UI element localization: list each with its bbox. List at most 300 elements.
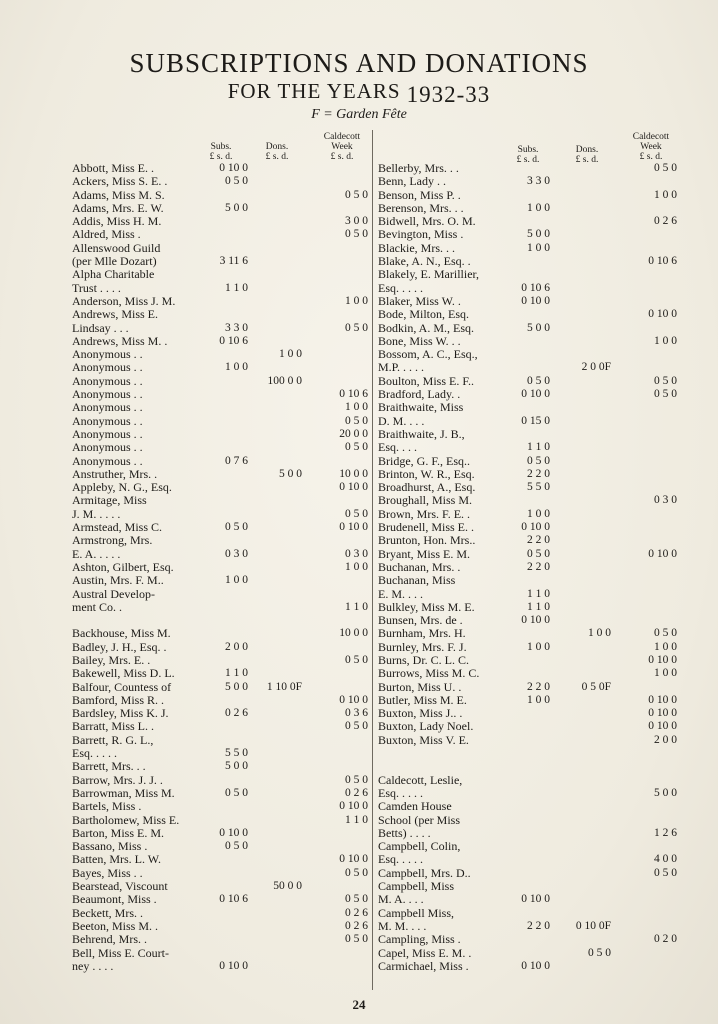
donor-name: Andrews, Miss M. . xyxy=(72,333,168,348)
amount-cald: 0 10 6 xyxy=(648,255,677,268)
donor-row xyxy=(72,189,372,202)
dons-units: £ s. d. xyxy=(575,155,599,165)
donor-row xyxy=(378,295,683,308)
donor-name: Brunton, Hon. Mrs.. xyxy=(378,533,476,548)
amount-dons: 5 0 0 xyxy=(279,467,302,480)
amount-cald: 0 3 0 xyxy=(345,547,368,560)
donor-name: Beaumont, Miss . xyxy=(72,892,157,907)
donor-row xyxy=(72,893,372,906)
donor-row xyxy=(72,521,372,534)
donor-row xyxy=(72,787,372,800)
donor-row xyxy=(72,534,372,547)
amount-cald: 0 2 6 xyxy=(345,919,368,932)
donor-row xyxy=(378,228,683,241)
donor-row xyxy=(72,641,372,654)
amount-cald: 3 0 0 xyxy=(345,215,368,228)
donor-row xyxy=(72,401,372,414)
donor-name: Esq. . . . . xyxy=(378,785,423,800)
donor-name: Bone, Miss W. . . xyxy=(378,333,461,348)
donor-row xyxy=(72,441,372,454)
donor-row xyxy=(378,641,683,654)
donor-name: Bardsley, Miss K. J. xyxy=(72,706,169,721)
amount-dons: 50 0 0 xyxy=(273,880,302,893)
amount-subs: 2 0 0 xyxy=(225,640,248,653)
amount-subs: 1 1 0 xyxy=(225,667,248,680)
donor-name: Bevington, Miss . xyxy=(378,227,464,242)
donor-row xyxy=(378,521,683,534)
donor-name: Campbell, Colin, xyxy=(378,839,461,854)
amount-cald: 1 0 0 xyxy=(654,188,677,201)
amount-cald: 0 5 0 xyxy=(345,507,368,520)
subs-label: Subs. xyxy=(210,142,232,152)
amount-cald: 1 0 0 xyxy=(345,294,368,307)
donor-row xyxy=(378,747,683,760)
donor-name: Anonymous . . xyxy=(72,440,143,455)
amount-subs: 0 5 0 xyxy=(527,374,550,387)
donor-row xyxy=(378,455,683,468)
donor-row xyxy=(72,388,372,401)
donor-name: Barrow, Mrs. J. J. . xyxy=(72,772,163,787)
donor-name: Berenson, Mrs. . . xyxy=(378,200,464,215)
page-title: SUBSCRIPTIONS AND DONATIONS xyxy=(129,48,589,78)
donor-row xyxy=(378,508,683,521)
donor-row xyxy=(378,441,683,454)
donor-row xyxy=(72,947,372,960)
donor-row xyxy=(72,295,372,308)
amount-subs: 2 2 0 xyxy=(527,467,550,480)
amount-cald: 0 10 0 xyxy=(648,308,677,321)
donor-name: Bearstead, Viscount xyxy=(72,879,168,894)
donor-name: Burnham, Mrs. H. xyxy=(378,626,466,641)
amount-dons: 2 0 0F xyxy=(581,361,611,374)
donor-name: Bulkley, Miss M. E. xyxy=(378,599,475,614)
amount-cald: 0 5 0 xyxy=(654,627,677,640)
donor-name: Armitage, Miss xyxy=(72,493,147,508)
donor-row xyxy=(378,561,683,574)
amount-cald: 0 5 0 xyxy=(345,414,368,427)
amount-subs: 0 10 6 xyxy=(219,893,248,906)
amount-cald: 0 2 6 xyxy=(345,906,368,919)
donor-row xyxy=(72,308,372,321)
donor-row xyxy=(72,920,372,933)
donor-row xyxy=(72,654,372,667)
donor-row xyxy=(378,588,683,601)
donor-row xyxy=(72,667,372,680)
donor-row xyxy=(72,455,372,468)
donor-name: Anderson, Miss J. M. xyxy=(72,293,176,308)
amount-cald: 1 0 0 xyxy=(345,560,368,573)
amount-subs: 0 10 0 xyxy=(219,959,248,972)
donor-row xyxy=(378,215,683,228)
caldecott-units: £ s. d. xyxy=(330,152,354,162)
donor-name: Carmichael, Miss . xyxy=(378,958,469,973)
amount-subs: 0 2 6 xyxy=(225,707,248,720)
amount-cald: 0 5 0 xyxy=(345,720,368,733)
amount-subs: 2 2 0 xyxy=(527,919,550,932)
amount-cald: 0 10 0 xyxy=(339,800,368,813)
amount-subs: 0 10 0 xyxy=(521,294,550,307)
donor-row xyxy=(72,588,372,601)
donor-row xyxy=(72,361,372,374)
donor-row xyxy=(378,707,683,720)
donor-row xyxy=(72,162,372,175)
amount-dons: 0 5 0 xyxy=(588,946,611,959)
amount-cald: 0 2 0 xyxy=(654,933,677,946)
donor-name: Anonymous . . xyxy=(72,453,143,468)
donor-row xyxy=(378,548,683,561)
donor-row xyxy=(72,282,372,295)
amount-subs: 0 10 0 xyxy=(219,826,248,839)
donor-name: Boulton, Miss E. F.. xyxy=(378,373,475,388)
donor-name: Anstruther, Mrs. . xyxy=(72,466,158,481)
donor-name: Capel, Miss E. M. . xyxy=(378,945,472,960)
donor-name: Behrend, Mrs. . xyxy=(72,932,147,947)
amount-cald: 0 10 6 xyxy=(339,388,368,401)
donor-row xyxy=(378,933,683,946)
donor-name: Beckett, Mrs. . xyxy=(72,905,143,920)
amount-cald: 0 3 6 xyxy=(345,707,368,720)
donor-name: Blake, A. N., Esq. . xyxy=(378,254,471,269)
amount-subs: 1 0 0 xyxy=(225,574,248,587)
amount-cald: 10 0 0 xyxy=(339,627,368,640)
amount-subs: 0 7 6 xyxy=(225,454,248,467)
amount-cald: 0 5 0 xyxy=(345,188,368,201)
donor-row xyxy=(378,960,683,973)
donor-name: Aldred, Miss . xyxy=(72,227,141,242)
page-number: 24 xyxy=(352,997,366,1012)
donor-name: Bellerby, Mrs. . . xyxy=(378,161,459,175)
donor-row xyxy=(378,614,683,627)
amount-dons: 0 10 0F xyxy=(575,919,611,932)
amount-subs: 5 0 0 xyxy=(225,760,248,773)
donor-name: Bryant, Miss E. M. xyxy=(378,546,471,561)
donor-name: Blaker, Miss W. . xyxy=(378,293,461,308)
donor-row xyxy=(72,574,372,587)
donor-name: Campling, Miss . xyxy=(378,932,461,947)
donor-name: Addis, Miss H. M. xyxy=(72,214,162,229)
donor-name: Austral Develop- xyxy=(72,586,155,601)
amount-subs: 1 0 0 xyxy=(527,507,550,520)
donor-name: D. M. . . . xyxy=(378,413,425,428)
donor-name: M. M. . . . xyxy=(378,918,427,933)
donor-row xyxy=(378,375,683,388)
donor-name: Ackers, Miss S. E. . xyxy=(72,174,168,189)
donor-row xyxy=(72,774,372,787)
donor-name: Adams, Mrs. E. W. xyxy=(72,200,164,215)
amount-dons: 0 5 0F xyxy=(581,680,611,693)
amount-subs: 5 0 0 xyxy=(527,228,550,241)
amount-cald: 0 10 0 xyxy=(339,521,368,534)
amount-subs: 0 10 6 xyxy=(219,334,248,347)
donor-name: J. M. . . . . xyxy=(72,506,121,521)
donor-name: Bassano, Miss . xyxy=(72,839,148,854)
amount-subs: 5 0 0 xyxy=(527,321,550,334)
amount-cald: 0 10 0 xyxy=(339,693,368,706)
donor-row xyxy=(378,694,683,707)
donor-name: Benn, Lady . . xyxy=(378,174,446,189)
donor-row xyxy=(378,162,683,175)
amount-cald: 0 5 0 xyxy=(654,388,677,401)
donor-row xyxy=(378,242,683,255)
amount-cald: 5 0 0 xyxy=(654,786,677,799)
donor-name: Anonymous . . xyxy=(72,347,143,362)
donor-name: Brown, Mrs. F. E. . xyxy=(378,506,471,521)
donor-name: (per Mlle Dozart) xyxy=(72,254,157,269)
amount-cald: 0 10 0 xyxy=(648,720,677,733)
donor-row xyxy=(378,734,683,747)
donor-name: Beeton, Miss M. . xyxy=(72,918,159,933)
donor-name: Appleby, N. G., Esq. xyxy=(72,480,172,495)
dons-label: Dons. xyxy=(575,145,599,155)
donor-row xyxy=(378,853,683,866)
amount-cald: 0 5 0 xyxy=(345,228,368,241)
donor-name: Anonymous . . xyxy=(72,360,143,375)
donor-name: Anonymous . . xyxy=(72,373,143,388)
left-dons-header xyxy=(252,142,302,162)
amount-subs: 1 0 0 xyxy=(527,640,550,653)
donor-row xyxy=(72,428,372,441)
amount-subs: 3 3 0 xyxy=(527,175,550,188)
amount-subs: 0 5 0 xyxy=(225,175,248,188)
amount-subs: 5 0 0 xyxy=(225,680,248,693)
donor-name: Blakely, E. Marillier, xyxy=(378,267,480,282)
amount-cald: 0 3 0 xyxy=(654,494,677,507)
donor-row xyxy=(378,255,683,268)
donor-name: Allenswood Guild xyxy=(72,240,161,255)
amount-subs: 0 10 0 xyxy=(521,521,550,534)
donor-row xyxy=(378,840,683,853)
donor-row xyxy=(378,627,683,640)
dons-units: £ s. d. xyxy=(265,152,289,162)
amount-cald: 1 0 0 xyxy=(654,334,677,347)
donor-row xyxy=(378,574,683,587)
donor-name: Backhouse, Miss M. xyxy=(72,626,171,641)
donor-row xyxy=(378,760,683,773)
donor-name: Barratt, Miss L. . xyxy=(72,719,154,734)
donor-name: Bode, Milton, Esq. xyxy=(378,307,470,322)
amount-subs: 0 5 0 xyxy=(225,840,248,853)
donor-name: Anonymous . . xyxy=(72,400,143,415)
donor-row xyxy=(72,561,372,574)
amount-cald: 0 5 0 xyxy=(345,773,368,786)
donor-name: Benson, Miss P. . xyxy=(378,187,461,202)
amount-dons: 1 0 0 xyxy=(588,627,611,640)
donor-name: Brudenell, Miss E. . xyxy=(378,520,474,535)
caldecott-label-2: Week xyxy=(640,142,662,152)
donor-name: Barrett, R. G. L., xyxy=(72,732,154,747)
donor-name: Betts) . . . . xyxy=(378,825,431,840)
donor-name: E. M. . . . xyxy=(378,586,423,601)
amount-subs: 0 3 0 xyxy=(225,547,248,560)
amount-subs: 0 15 0 xyxy=(521,414,550,427)
amount-cald: 0 5 0 xyxy=(345,893,368,906)
amount-cald: 1 2 6 xyxy=(654,826,677,839)
donor-name: Lindsay . . . xyxy=(72,320,129,335)
donor-row xyxy=(72,268,372,281)
donor-row xyxy=(72,601,372,614)
donor-name: School (per Miss xyxy=(378,812,460,827)
donor-row xyxy=(378,893,683,906)
amount-subs: 0 10 0 xyxy=(521,893,550,906)
amount-subs: 5 5 0 xyxy=(225,747,248,760)
donor-row xyxy=(72,960,372,973)
donor-row xyxy=(378,681,683,694)
donor-row xyxy=(378,348,683,361)
donor-name: Alpha Charitable xyxy=(72,267,155,282)
donor-row xyxy=(378,282,683,295)
amount-cald: 0 5 0 xyxy=(345,321,368,334)
donor-name: Bradford, Lady. . xyxy=(378,387,461,402)
right-donor-list xyxy=(378,162,683,973)
donor-row xyxy=(378,468,683,481)
donor-row xyxy=(72,494,372,507)
donor-name: Butler, Miss M. E. xyxy=(378,692,467,707)
donor-name: Bell, Miss E. Court- xyxy=(72,945,170,960)
donor-name: Bunsen, Mrs. de . xyxy=(378,613,463,628)
amount-cald: 0 2 6 xyxy=(345,786,368,799)
amount-subs: 1 0 0 xyxy=(225,361,248,374)
donor-row xyxy=(378,335,683,348)
donor-row xyxy=(72,720,372,733)
amount-subs: 3 3 0 xyxy=(225,321,248,334)
amount-cald: 0 5 0 xyxy=(654,866,677,879)
left-subs-header xyxy=(196,142,246,162)
donor-name: Badley, J. H., Esq. . xyxy=(72,639,167,654)
donor-row xyxy=(72,747,372,760)
amount-subs: 1 0 0 xyxy=(527,241,550,254)
donor-name: Adams, Miss M. S. xyxy=(72,187,165,202)
donor-row xyxy=(378,534,683,547)
amount-cald: 1 1 0 xyxy=(345,813,368,826)
amount-subs: 1 1 0 xyxy=(527,600,550,613)
donor-row xyxy=(378,415,683,428)
donor-name: Barrett, Mrs. . . xyxy=(72,759,146,774)
amount-cald: 0 10 0 xyxy=(339,481,368,494)
amount-subs: 0 10 0 xyxy=(521,614,550,627)
donor-name: Balfour, Countess of xyxy=(72,679,172,694)
donor-row xyxy=(378,947,683,960)
donor-row xyxy=(378,907,683,920)
donor-name: Bartholomew, Miss E. xyxy=(72,812,180,827)
amount-cald: 0 5 0 xyxy=(345,441,368,454)
donor-name: M. A. . . . xyxy=(378,892,424,907)
donor-row xyxy=(378,667,683,680)
amount-cald: 0 10 0 xyxy=(648,693,677,706)
donor-row xyxy=(72,548,372,561)
amount-subs: 0 5 0 xyxy=(225,521,248,534)
donor-name: Batten, Mrs. L. W. xyxy=(72,852,161,867)
column-divider xyxy=(372,130,373,990)
donor-row xyxy=(72,255,372,268)
donor-name: Ashton, Gilbert, Esq. xyxy=(72,559,174,574)
subtitle-years: 1932-33 xyxy=(406,82,491,107)
amount-subs: 0 10 0 xyxy=(521,388,550,401)
donor-row xyxy=(72,202,372,215)
amount-dons: 1 10 0F xyxy=(266,680,302,693)
amount-cald: 1 0 0 xyxy=(654,667,677,680)
donor-name: Campbell, Mrs. D.. xyxy=(378,865,471,880)
donor-name: Trust . . . . xyxy=(72,280,121,295)
amount-subs: 1 1 0 xyxy=(527,441,550,454)
donor-row xyxy=(378,774,683,787)
donor-name: Esq. . . . . xyxy=(378,852,423,867)
donor-name: Barton, Miss E. M. xyxy=(72,825,165,840)
amount-cald: 1 0 0 xyxy=(345,401,368,414)
amount-cald: 0 5 0 xyxy=(345,866,368,879)
caldecott-units: £ s. d. xyxy=(639,152,663,162)
donor-row xyxy=(378,787,683,800)
donor-name: Bossom, A. C., Esq., xyxy=(378,347,478,362)
donor-row xyxy=(72,481,372,494)
donor-name: Buchanan, Mrs. . xyxy=(378,559,461,574)
donor-row xyxy=(378,401,683,414)
amount-subs: 5 5 0 xyxy=(527,481,550,494)
donor-name: Burnley, Mrs. F. J. xyxy=(378,639,467,654)
donor-name: E. A. . . . . xyxy=(72,546,121,561)
donor-name: ment Co. . xyxy=(72,599,122,614)
donor-row xyxy=(72,694,372,707)
donor-row xyxy=(378,308,683,321)
donor-row xyxy=(378,720,683,733)
donor-name: Bakewell, Miss D. L. xyxy=(72,666,175,681)
amount-subs: 1 1 0 xyxy=(527,587,550,600)
amount-subs: 5 0 0 xyxy=(225,201,248,214)
donor-name: Bailey, Mrs. E. . xyxy=(72,652,151,667)
donor-row xyxy=(378,322,683,335)
donor-name: Buxton, Miss V. E. xyxy=(378,732,469,747)
amount-cald: 0 5 0 xyxy=(345,653,368,666)
amount-cald: 20 0 0 xyxy=(339,427,368,440)
subs-units: £ s. d. xyxy=(516,155,540,165)
donor-row xyxy=(378,827,683,840)
caldecott-label-2: Week xyxy=(331,142,353,152)
donor-row xyxy=(72,933,372,946)
amount-subs: 3 11 6 xyxy=(219,255,248,268)
donor-row xyxy=(72,175,372,188)
page-subtitle xyxy=(0,78,718,107)
caldecott-label-1: Caldecott xyxy=(323,132,361,142)
donor-name: Armstead, Miss C. xyxy=(72,520,162,535)
donor-name: Brinton, W. R., Esq. xyxy=(378,466,475,481)
donor-name: Bartels, Miss . xyxy=(72,799,142,814)
donor-row xyxy=(378,654,683,667)
donor-row xyxy=(72,853,372,866)
donor-name: M.P. . . . . xyxy=(378,360,425,375)
amount-cald: 0 5 0 xyxy=(654,374,677,387)
donor-row xyxy=(72,681,372,694)
donor-row xyxy=(378,175,683,188)
donor-name: Buxton, Lady Noel. xyxy=(378,719,474,734)
donor-row xyxy=(72,867,372,880)
donor-name: Andrews, Miss E. xyxy=(72,307,158,322)
donor-name: Braithwaite, Miss xyxy=(378,400,464,415)
donor-row xyxy=(378,202,683,215)
donor-row xyxy=(72,614,372,627)
amount-cald: 0 2 6 xyxy=(654,215,677,228)
donor-name: Abbott, Miss E. . xyxy=(72,161,155,175)
amount-cald: 0 5 0 xyxy=(345,933,368,946)
subs-units: £ s. d. xyxy=(209,152,233,162)
dons-label: Dons. xyxy=(265,142,289,152)
donor-name: Burton, Miss U. . xyxy=(378,679,462,694)
amount-subs: 1 0 0 xyxy=(527,201,550,214)
donor-name: Armstrong, Mrs. xyxy=(72,533,153,548)
donor-row xyxy=(72,880,372,893)
donor-name: Anonymous . . xyxy=(72,387,143,402)
left-caldecott-header xyxy=(314,132,370,162)
donor-row xyxy=(378,601,683,614)
donor-name: Bodkin, A. M., Esq. xyxy=(378,320,475,335)
